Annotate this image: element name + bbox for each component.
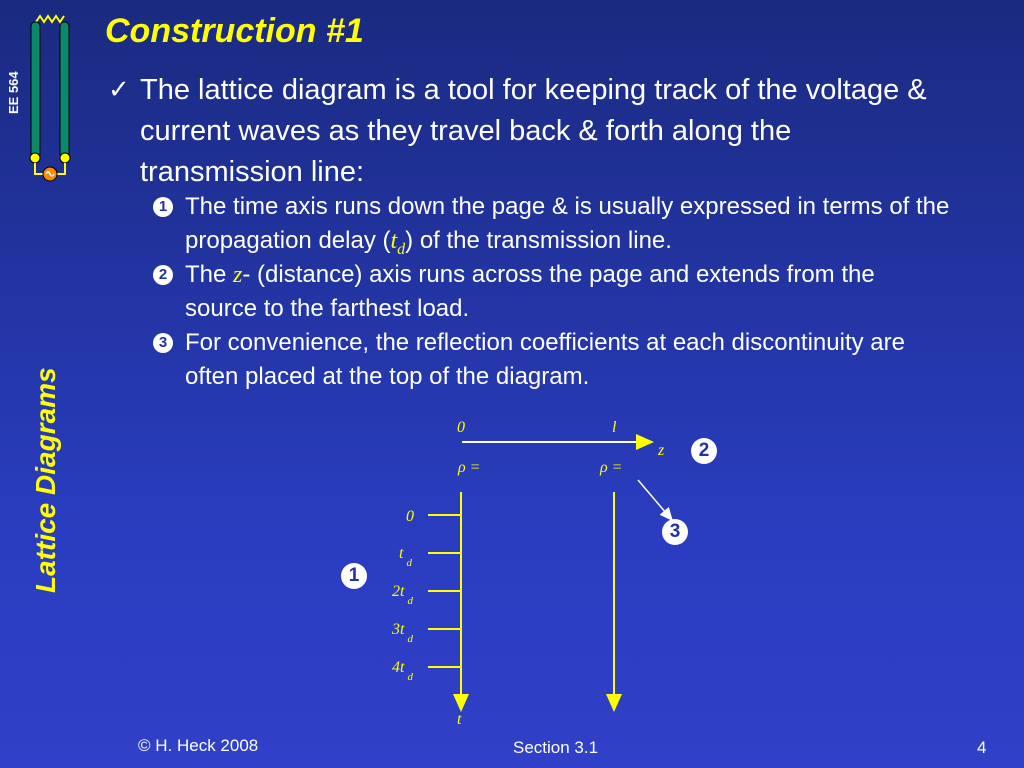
td-symbol: t [390,228,398,254]
callout-1-icon: 1 [341,563,367,589]
course-logo [22,8,78,188]
sub-bullet-text: The [185,261,234,288]
rho-load-label: ρ = [600,459,623,476]
tick-label-4td: $4t_d$ [392,659,413,683]
tick-label-3td: $3t_d$ [392,621,413,645]
sub-bullet-1 [153,190,953,267]
main-bullet-text: The lattice diagram is a tool for keeping track of the voltage & current waves as they travel back & forth along the transmission line: [140,74,927,188]
sub-bullet-text: ) of the transmission line. [405,227,672,254]
sub-bullet-3 [153,326,953,394]
circled-number-icon: 1 [153,197,173,217]
section-side-title: Lattice Diagrams [30,367,61,593]
time-axis-label: t [457,711,462,728]
circled-number-icon: 2 [153,265,173,285]
lattice-diagram [320,410,740,730]
sub-bullet-text: The time axis runs down the page & is usually expressed in terms of the propagation delay ( [185,193,950,254]
z-symbol: z [233,262,243,288]
callout-2-icon: 2 [691,438,717,464]
tick-label-2td: $2t_d$ [392,583,413,607]
z-origin-label: 0 [457,419,465,436]
footer-page-number: 4 [977,738,987,757]
course-code: EE 564 [6,71,21,115]
checkmark-icon: ✓ [108,75,130,105]
circled-number-icon: 3 [153,333,173,353]
tick-label-td: $t_d$ [399,545,412,569]
callout-3-icon: 3 [662,519,688,545]
slide-title: Construction #1 [105,12,364,50]
time-ticks [428,515,461,667]
rho-source-label: ρ = [458,459,481,476]
footer-section: Section 3.1 [513,738,599,757]
td-subscript: d [397,241,406,258]
main-bullet [108,70,938,193]
z-axis-label: z [658,442,665,459]
tick-label-0: 0 [406,508,414,525]
sub-bullet-text: For convenience, the reflection coefficients at each discontinuity are often placed at the top of the diagram. [185,329,905,390]
footer-copyright: © H. Heck 2008 [138,736,259,755]
line-length-label: l [612,419,617,436]
sub-bullet-2 [153,258,953,326]
callout-3-arrow [638,480,672,520]
sub-bullet-text: - (distance) axis runs across the page and extends from the source to the farthest load. [185,261,875,322]
